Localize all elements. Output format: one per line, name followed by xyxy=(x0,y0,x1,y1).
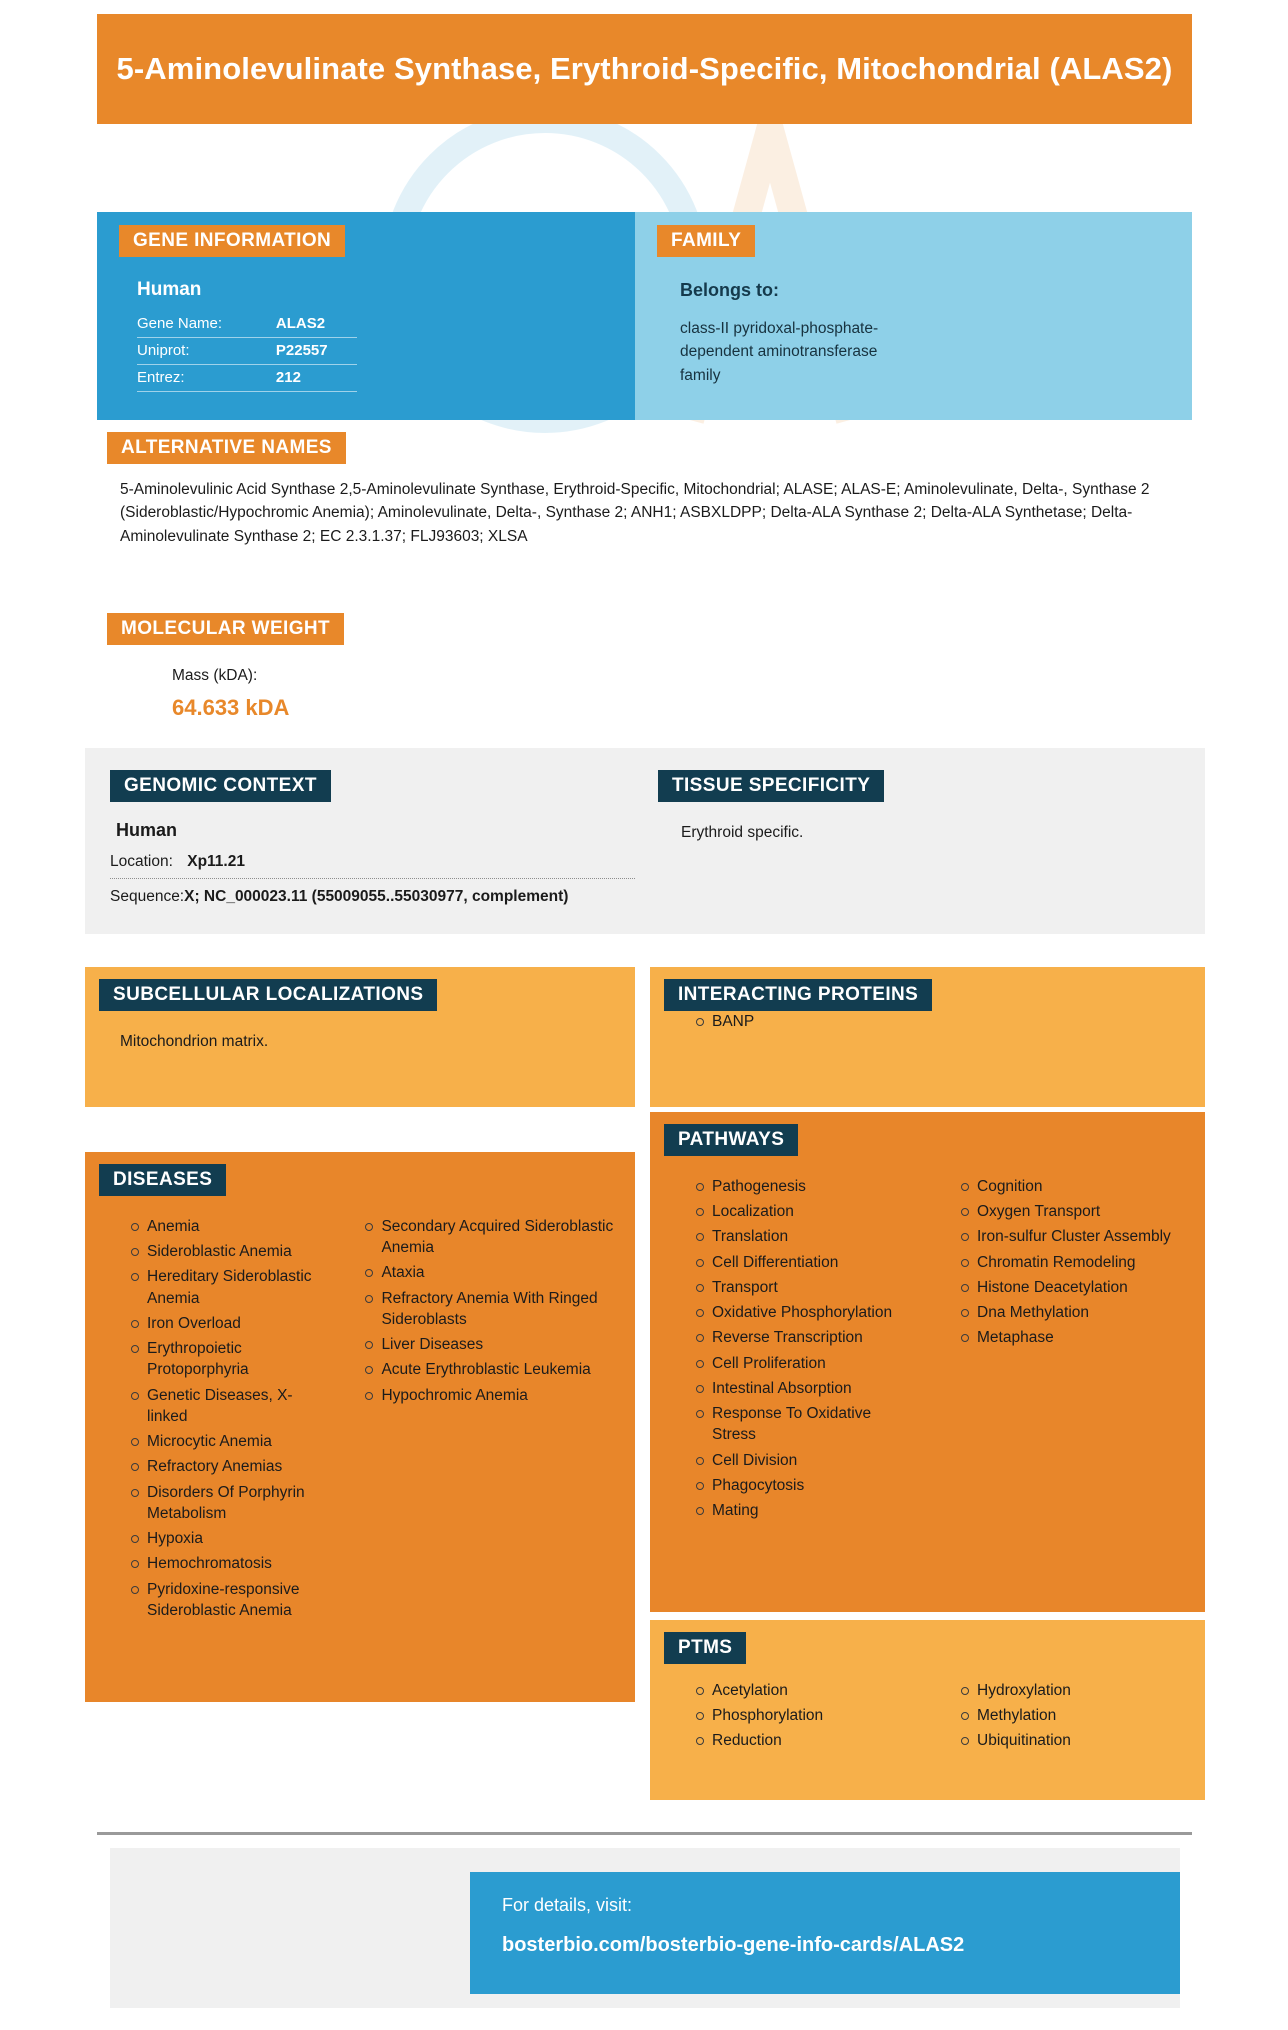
footer-url[interactable]: bosterbio.com/bosterbio-gene-info-cards/ALAS2 xyxy=(502,1934,965,1956)
tissue-specificity-header: TISSUE SPECIFICITY xyxy=(658,770,884,802)
molecular-weight-header: MOLECULAR WEIGHT xyxy=(107,613,344,645)
list-item: Cell Division xyxy=(712,1450,915,1471)
list-item: Translation xyxy=(712,1226,915,1247)
list-item: Refractory Anemias xyxy=(147,1456,319,1477)
list-item: Reverse Transcription xyxy=(712,1327,915,1348)
list-item: Phagocytosis xyxy=(712,1475,915,1496)
table-row xyxy=(137,365,357,392)
diseases-section xyxy=(85,1152,635,1702)
list-item: Mating xyxy=(712,1500,915,1521)
list-item: Sideroblastic Anemia xyxy=(147,1241,319,1262)
ptms-list-col1 xyxy=(650,1680,915,1756)
footer-line1: For details, visit: xyxy=(502,1895,633,1915)
alternative-names-section xyxy=(97,432,1192,548)
gene-information-header: GENE INFORMATION xyxy=(119,225,345,257)
list-item: Methylation xyxy=(977,1705,1071,1726)
list-item: Hydroxylation xyxy=(977,1680,1071,1701)
genomic-location-label: Location: xyxy=(110,853,173,870)
list-item: BANP xyxy=(712,1011,1205,1032)
mass-value: 64.633 kDA xyxy=(172,695,290,720)
genomic-sequence-row xyxy=(110,888,635,906)
footer-divider xyxy=(97,1832,1192,1835)
list-item: Transport xyxy=(712,1277,915,1298)
list-item: Reduction xyxy=(712,1730,915,1751)
list-item: Response To Oxidative Stress xyxy=(712,1403,915,1445)
pathways-list-col2 xyxy=(915,1176,1171,1525)
list-item: Genetic Diseases, X-linked xyxy=(147,1385,319,1427)
list-item: Iron Overload xyxy=(147,1313,319,1334)
entrez-value: 212 xyxy=(258,365,357,392)
list-item: Hereditary Sideroblastic Anemia xyxy=(147,1266,319,1308)
entrez-label: Entrez: xyxy=(137,365,258,392)
list-item: Erythropoietic Protoporphyria xyxy=(147,1338,319,1380)
tissue-specificity-text: Erythroid specific. xyxy=(681,824,804,841)
list-item: Localization xyxy=(712,1201,915,1222)
diseases-list-col2 xyxy=(319,1216,635,1625)
alternative-names-text: 5-Aminolevulinic Acid Synthase 2,5-Aminolevulinate Synthase, Erythroid-Specific, Mitochondrial; ALASE; ALAS-E; Aminolevulinate, Delta-, Synthase 2 (Sideroblastic/Hypochromic Anemia); Aminolevulinate, Delta-, Synthase 2; ANH1; ASBXLDPP; Delta-ALA Synthase 2; Delta-ALA Synthetase; Delta-Aminolevulinate Synthase 2; EC 2.3.1.37; FLJ93603; XLSA xyxy=(120,481,1150,545)
list-item: Cell Differentiation xyxy=(712,1252,915,1273)
pathways-columns xyxy=(650,1176,1205,1525)
list-item: Acute Erythroblastic Leukemia xyxy=(381,1359,635,1380)
list-item: Microcytic Anemia xyxy=(147,1431,319,1452)
genomic-context-header: GENOMIC CONTEXT xyxy=(110,770,331,802)
table-row xyxy=(137,338,357,365)
list-item: Dna Methylation xyxy=(977,1302,1171,1323)
list-item: Liver Diseases xyxy=(381,1334,635,1355)
ptms-section xyxy=(650,1620,1205,1800)
list-item: Anemia xyxy=(147,1216,319,1237)
ptms-columns xyxy=(650,1680,1205,1756)
family-header: FAMILY xyxy=(657,225,755,257)
list-item: Histone Deacetylation xyxy=(977,1277,1171,1298)
interacting-proteins-list xyxy=(650,1011,1205,1032)
interacting-proteins-section xyxy=(650,967,1205,1107)
list-item: Hypoxia xyxy=(147,1528,319,1549)
list-item: Metaphase xyxy=(977,1327,1171,1348)
family-section xyxy=(635,212,1192,420)
pathways-header: PATHWAYS xyxy=(664,1124,798,1156)
molecular-weight-section xyxy=(97,613,1192,721)
list-item: Oxygen Transport xyxy=(977,1201,1171,1222)
list-item: Refractory Anemia With Ringed Sideroblasts xyxy=(381,1288,635,1330)
list-item: Pathogenesis xyxy=(712,1176,915,1197)
family-text: class-II pyridoxal-phosphate-dependent aminotransferase family xyxy=(680,320,879,384)
page-title xyxy=(97,14,1192,124)
list-item: Intestinal Absorption xyxy=(712,1378,915,1399)
genomic-location-row xyxy=(110,853,635,879)
genomic-context-species: Human xyxy=(116,820,178,840)
subcellular-localizations-section xyxy=(85,967,635,1107)
alternative-names-header: ALTERNATIVE NAMES xyxy=(107,432,346,464)
list-item: Phosphorylation xyxy=(712,1705,915,1726)
table-row xyxy=(137,311,357,338)
pathways-section xyxy=(650,1112,1205,1612)
list-item: Secondary Acquired Sideroblastic Anemia xyxy=(381,1216,635,1258)
gene-information-section xyxy=(97,212,635,420)
list-item: Acetylation xyxy=(712,1680,915,1701)
ptms-list-col2 xyxy=(915,1680,1071,1756)
gene-information-species: Human xyxy=(137,279,202,300)
diseases-columns xyxy=(85,1216,635,1625)
page-title-text: 5-Aminolevulinate Synthase, Erythroid-Specific, Mitochondrial (ALAS2) xyxy=(116,50,1173,86)
subcellular-localizations-text: Mitochondrion matrix. xyxy=(120,1033,269,1050)
genomic-location-value: Xp11.21 xyxy=(187,853,245,870)
genomic-sequence-label: Sequence: xyxy=(110,888,185,905)
footer-link-box[interactable] xyxy=(470,1872,1180,1994)
interacting-proteins-header: INTERACTING PROTEINS xyxy=(664,979,932,1011)
tissue-specificity-section xyxy=(658,770,1178,842)
list-item: Cell Proliferation xyxy=(712,1353,915,1374)
subcellular-localizations-header: SUBCELLULAR LOCALIZATIONS xyxy=(99,979,437,1011)
diseases-header: DISEASES xyxy=(99,1164,226,1196)
mass-label: Mass (kDA): xyxy=(172,667,258,684)
list-item: Cognition xyxy=(977,1176,1171,1197)
uniprot-label: Uniprot: xyxy=(137,338,258,365)
list-item: Hemochromatosis xyxy=(147,1553,319,1574)
list-item: Oxidative Phosphorylation xyxy=(712,1302,915,1323)
family-belongs-label: Belongs to: xyxy=(680,280,779,300)
uniprot-value: P22557 xyxy=(258,338,357,365)
ptms-header: PTMS xyxy=(664,1632,746,1664)
diseases-list-col1 xyxy=(85,1216,319,1625)
list-item: Chromatin Remodeling xyxy=(977,1252,1171,1273)
list-item: Pyridoxine-responsive Sideroblastic Anemia xyxy=(147,1579,319,1621)
gene-name-label: Gene Name: xyxy=(137,311,258,338)
list-item: Iron-sulfur Cluster Assembly xyxy=(977,1226,1171,1247)
list-item: Ubiquitination xyxy=(977,1730,1071,1751)
genomic-context-section xyxy=(110,770,640,906)
list-item: Disorders Of Porphyrin Metabolism xyxy=(147,1482,319,1524)
list-item: Ataxia xyxy=(381,1262,635,1283)
gene-information-table xyxy=(137,311,357,392)
genomic-sequence-value: X; NC_000023.11 (55009055..55030977, complement) xyxy=(184,888,569,905)
gene-name-value: ALAS2 xyxy=(258,311,357,338)
list-item: Hypochromic Anemia xyxy=(381,1385,635,1406)
pathways-list-col1 xyxy=(650,1176,915,1525)
